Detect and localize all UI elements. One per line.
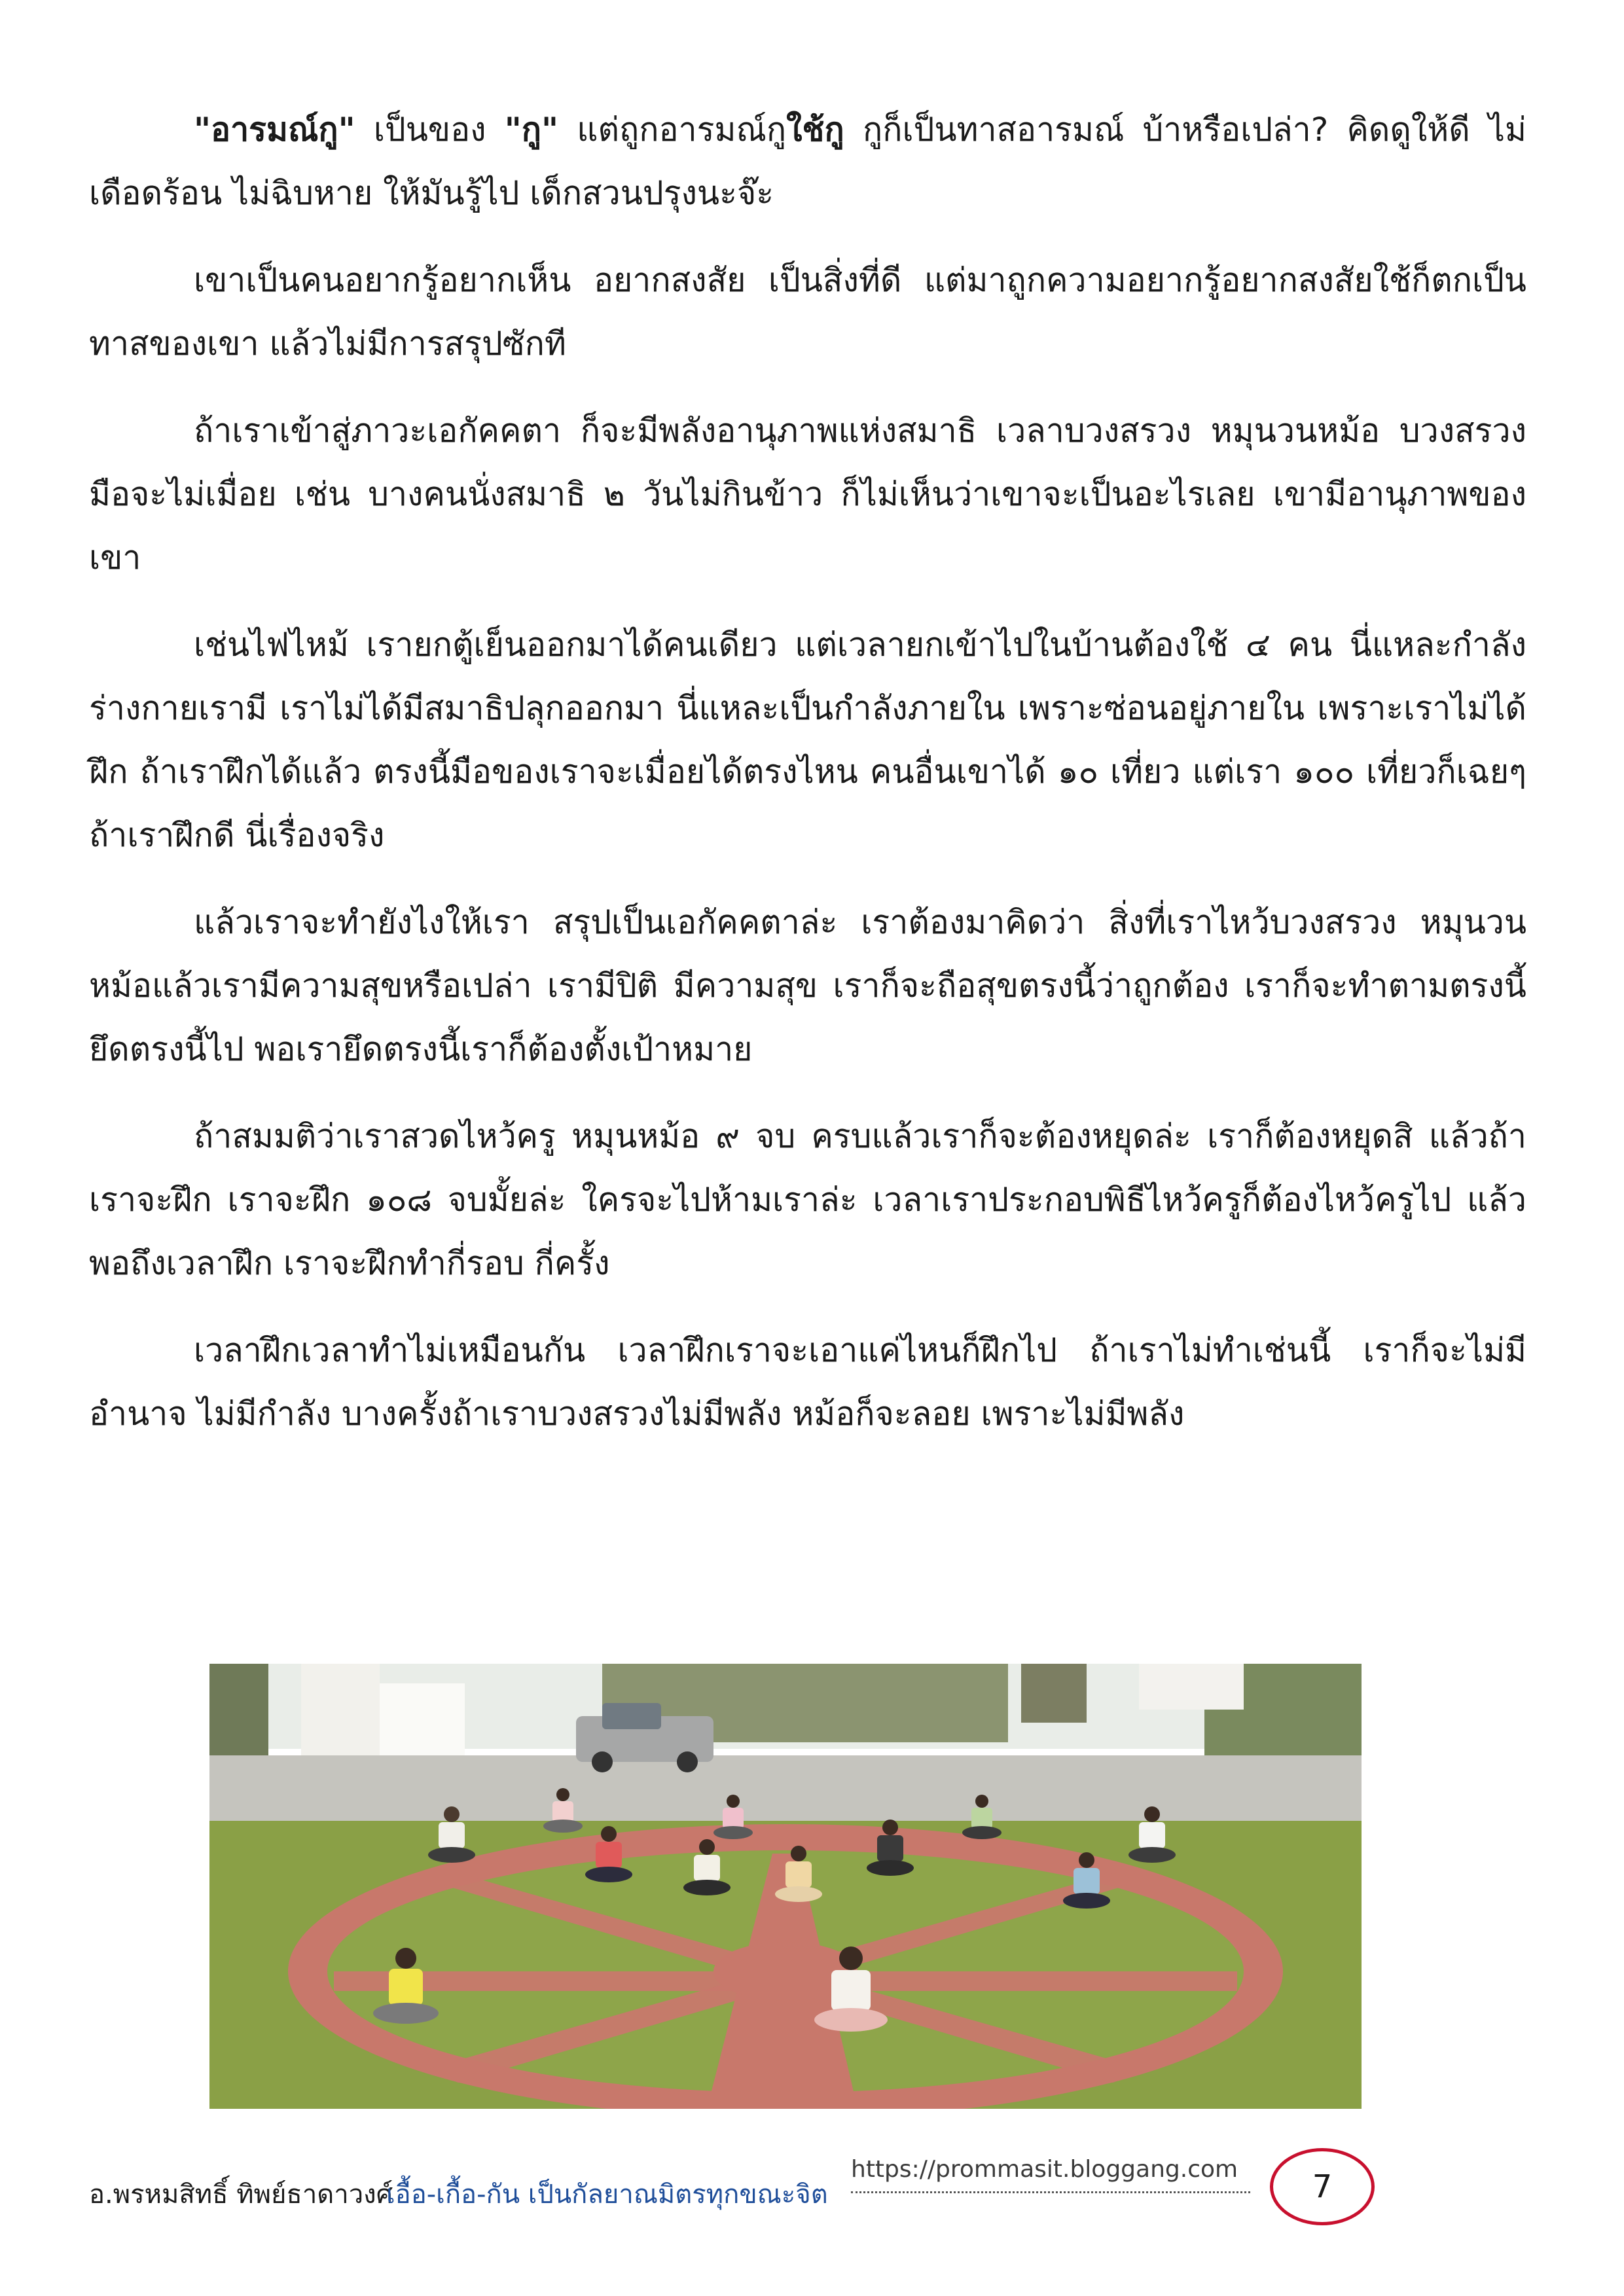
paragraph-1-text-a: เป็นของ	[355, 111, 505, 149]
paragraph-2: เขาเป็นคนอยากรู้อยากเห็น อยากสงสัย เป็นสิ่งที่ดี แต่มาถูกความอยากรู้อยากสงสัยใช้ก็ตกเป็นทาสของเขา แล้วไม่มีการสรุปซักที	[89, 261, 1526, 363]
paragraph-7: เวลาฝึกเวลาทำไม่เหมือนกัน เวลาฝึกเราจะเอาแค่ไหนก็ฝึกไป ถ้าเราไม่ทำเช่นนี้ เราก็จะไม่มีอำนาจ ไม่มีกำลัง บางครั้งถ้าเราบวงสรวงไม่มีพลัง หม้อก็จะลอย เพราะไม่มีพลัง	[89, 1331, 1526, 1433]
meditation-wheel-photo	[209, 1664, 1362, 2109]
slogan: เอื้อ-เกื้อ-กัน เป็นกัลยาณมิตรทุกขณะจิต	[386, 2179, 828, 2210]
blog-url[interactable]: https://prommasit.bloggang.com	[851, 2156, 1238, 2183]
quote-used: ใช้กู	[786, 111, 844, 149]
photo-illustration	[209, 1664, 1362, 2109]
paragraph-1-text-b: แต่ถูกอารมณ์กู	[558, 111, 787, 149]
dotted-divider	[851, 2191, 1250, 2193]
paragraph-1-text-c: กูก็เป็นทาสอารมณ์ บ้าหรือเปล่า? คิดดูให้ดี ไม่เดือดร้อน ไม่ฉิบหาย ให้มันรู้ไป เด็กสวนปรุงนะจ๊ะ	[89, 111, 1527, 212]
document-body	[89, 98, 1526, 1469]
paragraph-6: ถ้าสมมติว่าเราสวดไหว้ครู หมุนหม้อ ๙ จบ ครบแล้วเราก็จะต้องหยุดล่ะ เราก็ต้องหยุดสิ แล้วถ้าเราจะฝึก เราจะฝึก ๑๐๘ จบมั้ยล่ะ ใครจะไปห้ามเราล่ะ เวลาเราประกอบพิธีไหว้ครูก็ต้องไหว้ครูไป แล้วพอถึงเวลาฝึก เราจะฝึกทำกี่รอบ กี่ครั้ง	[89, 1117, 1526, 1282]
page-number	[1270, 2148, 1375, 2225]
paragraph-5: แล้วเราจะทำยังไงให้เรา สรุปเป็นเอกัคคตาล่ะ เราต้องมาคิดว่า สิ่งที่เราไหว้บวงสรวง หมุนวนหม้อแล้วเรามีความสุขหรือเปล่า เรามีปิติ มีความสุข เราก็จะถือสุขตรงนี้ว่าถูกต้อง เราก็จะทำตามตรงนี้ ยึดตรงนี้ไป พอเรายึดตรงนี้เราก็ต้องตั้งเป้าหมาย	[89, 903, 1526, 1068]
page-footer	[0, 2147, 1624, 2238]
paragraph-3: ถ้าเราเข้าสู่ภาวะเอกัคคตา ก็จะมีพลังอานุภาพแห่งสมาธิ เวลาบวงสรวง หมุนวนหม้อ บวงสรวงมือจะไม่เมื่อย เช่น บางคนนั่งสมาธิ ๒ วันไม่กินข้าว ก็ไม่เห็นว่าเขาจะเป็นอะไรเลย เขามีอานุภาพของเขา	[89, 412, 1526, 577]
quote-self: "กู"	[504, 111, 559, 149]
page-number-text: 7	[1312, 2168, 1333, 2205]
paragraph-4: เช่นไฟไหม้ เรายกตู้เย็นออกมาได้คนเดียว แต่เวลายกเข้าไปในบ้านต้องใช้ ๔ คน นี่แหละกำลังร่างกายเรามี เราไม่ได้มีสมาธิปลุกออกมา นี่แหละเป็นกำลังภายใน เพราะซ่อนอยู่ภายใน เพราะเราไม่ได้ฝึก ถ้าเราฝึกได้แล้ว ตรงนี้มือของเราจะเมื่อยได้ตรงไหน คนอื่นเขาได้ ๑๐ เที่ยว แต่เรา ๑๐๐ เที่ยวก็เฉยๆ ถ้าเราฝึกดี นี่เรื่องจริง	[89, 626, 1526, 854]
quote-emotion: "อารมณ์กู"	[194, 111, 355, 149]
author-name: อ.พรหมสิทธิ์ ทิพย์ธาดาวงศ์	[89, 2179, 393, 2210]
paragraph-1	[89, 98, 1526, 225]
